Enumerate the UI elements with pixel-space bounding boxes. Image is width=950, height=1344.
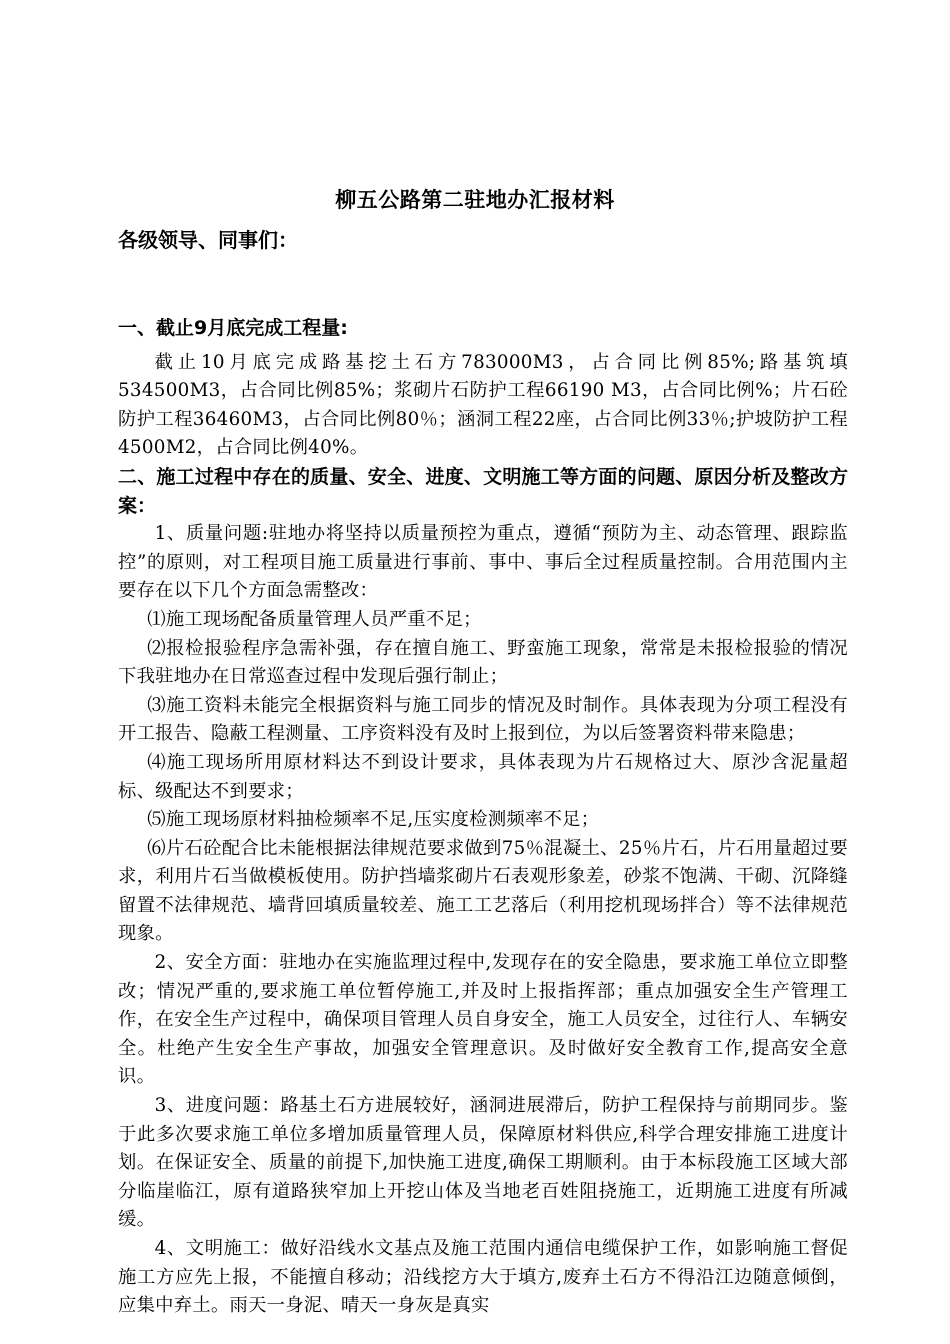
section-2-heading: 二、施工过程中存在的质量、安全、进度、文明施工等方面的问题、原因分析及整改方案： [118, 465, 848, 517]
quality-item: ⑵报检报验程序急需补强，存在擅自施工、野蛮施工现象，常常是未报检报验的情况下我驻地办在日常巡查过程中发现后强行制止； [118, 637, 848, 688]
quality-intro-paragraph: 1、质量问题:驻地办将坚持以质量预控为重点，遵循“预防为主、动态管理、跟踪监控”的原则，对工程项目施工质量进行事前、事中、事后全过程质量控制。合用范围内主要存在以下几个方面急需整改： [118, 523, 848, 602]
document-body [118, 312, 848, 1321]
quality-item: ⑹片石砼配合比未能根据法律规范要求做到75％混凝土、25％片石，片石用量超过要求，利用片石当做模板使用。防护挡墙浆砌片石表观形象差，砂浆不饱满、干砌、沉降缝留置不法律规范、墙背回填质量较差、施工工艺落后（利用挖机现场拌合）等不法律规范现象。 [118, 837, 848, 945]
quality-item: ⑸施工现场原材料抽检频率不足,压实度检测频率不足； [147, 809, 600, 831]
quality-item: ⑷施工现场所用原材料达不到设计要求，具体表现为片石规格过大、原沙含泥量超标、级配达不到要求； [118, 751, 848, 802]
progress-paragraph: 3、进度问题：路基土石方进展较好，涵洞进展滞后，防护工程保持与前期同步。鉴于此多次要求施工单位多增加质量管理人员，保障原材料供应,科学合理安排施工进度计划。在保证安全、质量的前提下,加快施工进度,确保工期顺利。由于本标段施工区域大部分临崖临江，原有道路狭窄加上开挖山体及当地老百姓阻挠施工，近期施工进度有所减缓。 [118, 1095, 848, 1231]
salutation: 各级领导、同事们： [118, 228, 298, 252]
section-1-heading: 一、截止9月底完成工程量: [118, 317, 348, 339]
document-title: 柳五公路第二驻地办汇报材料 [335, 188, 615, 212]
safety-paragraph: 2、安全方面：驻地办在实施监理过程中,发现存在的安全隐患，要求施工单位立即整改；情况严重的,要求施工单位暂停施工,并及时上报指挥部；重点加强安全生产管理工作，在安全生产过程中，确保项目管理人员自身安全，施工人员安全，过往行人、车辆安全。杜绝产生安全生产事故，加强安全管理意识。及时做好安全教育工作,提高安全意识。 [118, 952, 848, 1088]
quality-item: ⑶施工资料未能完全根据资料与施工同步的情况及时制作。具体表现为分项工程没有开工报告、隐蔽工程测量、工序资料没有及时上报到位，为以后签署资料带来隐患； [118, 694, 848, 745]
quality-item: ⑴施工现场配备质量管理人员严重不足； [147, 608, 482, 630]
civilized-construction-paragraph: 4、文明施工：做好沿线水文基点及施工范围内通信电缆保护工作，如影响施工督促施工方应先上报，不能擅自移动；沿线挖方大于填方,废弃土石方不得沿江边随意倾倒，应集中弃土。雨天一身泥、晴天一身灰是真实 [118, 1238, 848, 1317]
section-1-paragraph: 截止10月底完成路基挖土石方783000M3，占合同比例85%;路基筑填534500M3，占合同比例85%；浆砌片石防护工程66190 M3，占合同比例%；片石砼防护工程36460M3，占合同比例80％；涵洞工程22座，占合同比例33％;护坡防护工程4500M2，占合同比例40%。 [118, 351, 848, 459]
